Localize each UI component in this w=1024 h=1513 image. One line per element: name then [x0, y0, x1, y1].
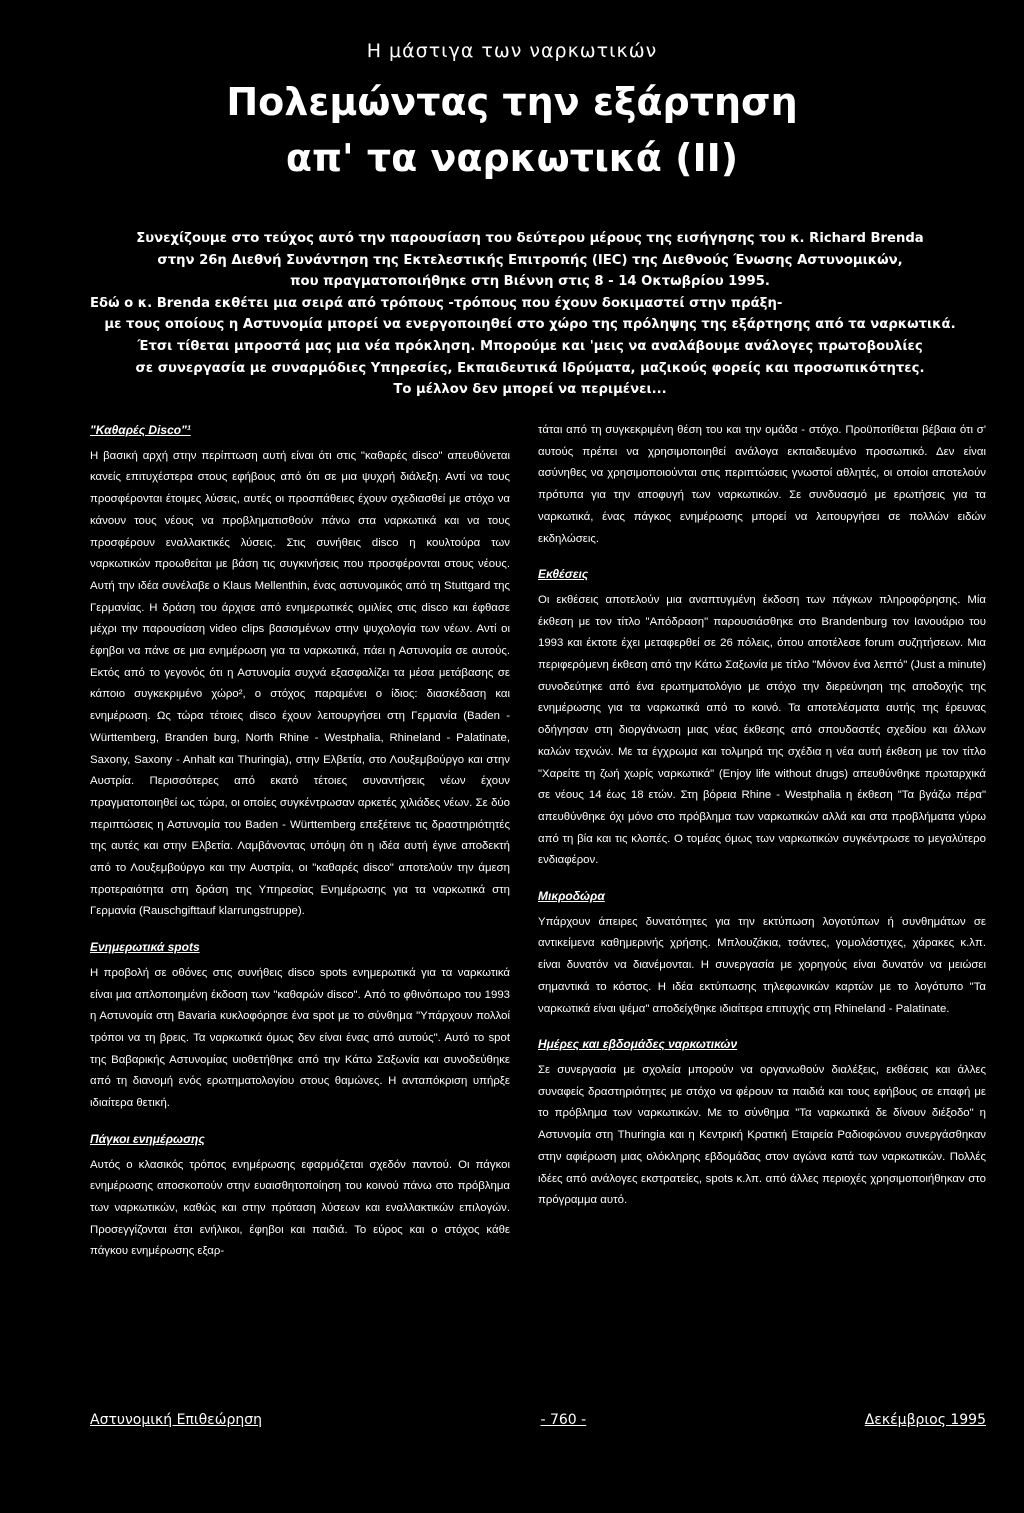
title-line-2: απ' τα ναρκωτικά (ΙΙ) — [285, 136, 739, 180]
section-heading: Πάγκοι ενημέρωσης — [90, 1131, 205, 1146]
title-line-1: Πολεμώντας την εξάρτηση — [226, 80, 798, 124]
intro-line: που πραγματοποιήθηκε στη Βιέννη στις 8 - 14 Οκτωβρίου 1995. — [290, 274, 770, 290]
section-text: Η βασική αρχή στην περίπτωση αυτή είναι ότι στις "καθαρές disco" απευθύνεται κανείς επιτυχέστερα στους εφήβους από ότι σε μια ψυχρή διάλεξη. Αντί να τους προσφέρονται έτοιμες λύσεις, αυτές οι προσπάθειες έχουν σχεδιασθεί με στόχο να κάνουν τους νέους να προβληματισθούν πάνω στα ναρκωτικά και να τους προσφέρουν εναλλακτικές λύσεις. Στις συνήθεις disco η κουλτούρα των ναρκωτικών προωθείται με βάση τις συγκινήσεις που προσφέρονται στους νέους. Αυτή την ιδέα συνέλαβε ο Klaus Mellenthin, ένας αστυνομικός από τη Stuttgard της Γερμανίας. Η δράση του άρχισε από ενημερωτικές ομιλίες στις disco και έφθασε μέχρι την παρουσίαση video clips βασισμένων στην ψυχολογία των νέων. Αντί οι έφηβοι να πάνε σε μια ενημέρωση για τα ναρκωτικά, πάει η Αστυνομία σε αυτούς. Εκτός από το γεγονός ότι η Αστυνομία συχνά εξασφαλίζει τα μέσα μετάβασης σε κάποιο συγκεκριμένο χώρο², ο στόχος παραμένει ο ίδιος: διασκέδαση και ενημέρωση. Ως τώρα τέτοιες disco έχουν λειτουργήσει στη Γερμανία (Baden - Württemberg, Branden burg, North Rhine - Westphalia, Rhineland - Palatinate, Saxony, Saxony - Anhalt και Thuringia), στην Ελβετία, στο Λουξεμβούργο και στην Αυστρία. Περισσότερες από εκατό τέτοιες συναντήσεις νέων έχουν πραγματοποιηθεί ως τώρα, οι οποίες συγκέντρωσαν αρκετές χιλιάδες νέων. Σε δύο περιπτώσεις η Αστυνομία του Baden - Württemberg επεξέτεινε τις δραστηριότητές της αυτές και στην Ελβετία. Λαμβάνοντας υπόψη ότι η ιδέα αυτή έγινε αποδεκτή από το Λουξεμβούργο και την Αυστρία, οι "καθαρές disco" αποτελούν την άμεση προτεραιότητα στη δράση της Υπηρεσίας Ενημέρωσης για τα ναρκωτικά στη Γερμανία (Rauschgifttauf klarrungstruppe). — [90, 449, 510, 918]
left-column — [90, 420, 510, 1263]
intro — [90, 228, 970, 401]
section-heading: Ενημερωτικά spots — [90, 940, 200, 955]
section-heading: "Καθαρές Disco"¹ — [90, 423, 191, 437]
section-text: Οι εκθέσεις αποτελούν μια αναπτυγμένη έκδοση των πάγκων πληροφόρησης. Μία έκθεση με τον τίτλο "Απόδραση" παρουσιάσθηκε στο Brandenburg τον Ιανουάριο του 1993 και έκτοτε έχει μεταφερθεί σε 26 πόλεις, όπου αποτέλεσε forum συζητήσεων. Μια περιφερόμενη έκθεση από την Κάτω Σαξωνία με τίτλο "Μόνον ένα λεπτό" (Just a minute) συνοδεύτηκε από ένα ερωτηματολόγιο με στόχο την διερεύνηση της αποδοχής της ενημέρωσης για τα ναρκωτικά από το κοινό. Τα αποτελέσματα αυτής της έρευνας οδήγησαν στη διοργάνωση μιας νέας έκθεσης από σπουδαστές σχεδίου και άλλων καλών τεχνών. Με τα έγχρωμα και τολμηρά της σχέδια η νέα αυτή έκθεση με τον τίτλο "Χαρείτε τη ζωή χωρίς ναρκωτικά" (Enjoy life without drugs) απευθύνθηκε πρωταρχικά σε νέους 14 έως 18 ετών. Στη βόρεια Rhine - Westphalia η έκθεση "Τα βγάζω πέρα" απευθύνθηκε όχι μόνο στο πρόβλημα των ναρκωτικών αλλά και στα προβλήματα γύρω από τη βία και τις κλοπές. Ο τομέας όμως των ναρκωτικών συγκέντρωσε το μεγαλύτερο ενδιαφέρον. — [538, 593, 986, 867]
intro-line: Το μέλλον δεν μπορεί να περιμένει... — [393, 382, 667, 398]
footer-date: Δεκέμβριος 1995 — [864, 1412, 986, 1428]
intro-line: στην 26η Διεθνή Συνάντηση της Εκτελεστικής Επιτροπής (IEC) της Διεθνούς Ένωσης Αστυνομικών, — [157, 252, 903, 268]
section-heading: Εκθέσεις — [538, 567, 589, 582]
section-text: Αυτός ο κλασικός τρόπος ενημέρωσης εφαρμόζεται σχεδόν παντού. Οι πάγκοι ενημέρωσης αποσκοπούν στην ευαισθητοποίηση του κοινού πάνω στο πρόβλημα των ναρκωτικών, καθώς και στην πρόταση λύσεων και εναλλακτικών επιλογών. Προσεγγίζονται έτσι ενήλικοι, έφηβοι και παιδιά. Το εύρος και ο στόχος κάθε πάγκου ενημέρωσης εξαρ- — [90, 1158, 510, 1258]
intro-line: σε συνεργασία με συναρμόδιες Υπηρεσίες, Εκπαιδευτικά Ιδρύματα, μαζικούς φορείς και προσωπικότητες. — [135, 360, 925, 376]
footer-publication: Αστυνομική Επιθεώρηση — [90, 1412, 262, 1428]
intro-line: Εδώ ο κ. Brenda εκθέτει μια σειρά από τρόπους -τρόπους που έχουν δοκιμαστεί στην πράξη- — [90, 295, 783, 311]
footer-page-number: - 760 - — [540, 1412, 587, 1428]
section-text: τάται από τη συγκεκριμένη θέση του και την ομάδα - στόχο. Προϋποτίθεται βέβαια ότι σ' αυτούς πρέπει να χρησιμοποιηθεί ανάλογα εκπαιδευμένο προσωπικό. Δεν είναι ασύνηθες να χρησιμοποιούνται στις περιπτώσεις γνωστοί αθλητές, οι οποίοι αποτελούν πρότυπα για την αποφυγή των ναρκωτικών. Σε συνδυασμό με ερωτήσεις για τα ναρκωτικά, ένας πάγκος ενημέρωσης μπορεί να λειτουργήσει σε πολλών ειδών εκδηλώσεις. — [538, 424, 986, 545]
section-text: Σε συνεργασία με σχολεία μπορούν να οργανωθούν διαλέξεις, εκθέσεις και άλλες συναφείς δραστηριότητες με στόχο να φέρουν τα παιδιά και τους εφήβους σε επαφή με το πρόβλημα των ναρκωτικών. Με το σύνθημα "Τα ναρκωτικά δε δίνουν διέξοδο" η Αστυνομία στη Thuringia και η Κεντρική Κρατική Εταιρεία Ραδιοφώνου συνεργάσθηκαν στην αφιέρωση μιας ολόκληρης εβδομάδας στον αγώνα κατά των ναρκωτικών. Πολλές ιδέες από ανάλογες εκστρατείες, spots κ.λπ. από άλλες περιοχές χρησιμοποιήθηκαν στο πρόγραμμα αυτό. — [538, 1063, 986, 1207]
right-column — [538, 420, 986, 1212]
section-heading: Ημέρες και εβδομάδες ναρκωτικών — [538, 1037, 738, 1052]
kicker: Η μάστιγα των ναρκωτικών — [366, 40, 658, 62]
page-footer — [90, 1412, 986, 1436]
intro-line: Έτσι τίθεται μπροστά μας μια νέα πρόκληση. Μπορούμε και 'μεις να αναλάβουμε ανάλογες πρωτοβουλίες — [137, 338, 923, 354]
section-text: Υπάρχουν άπειρες δυνατότητες για την εκτύπωση λογοτύπων ή συνθημάτων σε αντικείμενα καθημερινής χρήσης. Μπλουζάκια, τσάντες, γομολάστιχες, χάρακες κ.λπ. είναι δυνατόν να διανέμονται. Η συνεργασία με χορηγούς είναι δυνατόν να μειώσει σημαντικά το κόστος. Η ιδέα εκτύπωσης τηλεφωνικών καρτών με το λογότυπο "Τα ναρκωτικά είναι ψέμα" αποδείχθηκε ιδιαίτερα επιτυχής στη Rhineland - Palatinate. — [538, 915, 986, 1015]
section-heading: Μικροδώρα — [538, 889, 605, 904]
intro-line: Συνεχίζουμε στο τεύχος αυτό την παρουσίαση του δεύτερου μέρους της εισήγησης του κ. Richard Brenda — [136, 231, 924, 246]
intro-line: με τους οποίους η Αστυνομία μπορεί να ενεργοποιηθεί στο χώρο της πρόληψης της εξάρτησης από τα ναρκωτικά. — [104, 317, 956, 333]
section-text: Η προβολή σε οθόνες στις συνήθεις disco spots ενημερωτικά για τα ναρκωτικά είναι μια απλοποιημένη έκδοση των "καθαρών disco". Από το φθινόπωρο του 1993 η Αστυνομία στη Bavaria κυκλοφόρησε ένα spot με το σύνθημα "Υπάρχουν πολλοί τρόποι να τη βρεις. Τα ναρκωτικά όμως δεν είναι ένας από αυτούς". Αυτό το spot της Βαβαρικής Αστυνομίας υιοθετήθηκε από την Κάτω Σαξωνία και συνοδεύθηκε από τη διανομή ενός ερωτηματολογίου στους θαμώνες. Η ανταπόκριση υπήρξε ιδιαίτερα θετική. — [90, 966, 510, 1110]
